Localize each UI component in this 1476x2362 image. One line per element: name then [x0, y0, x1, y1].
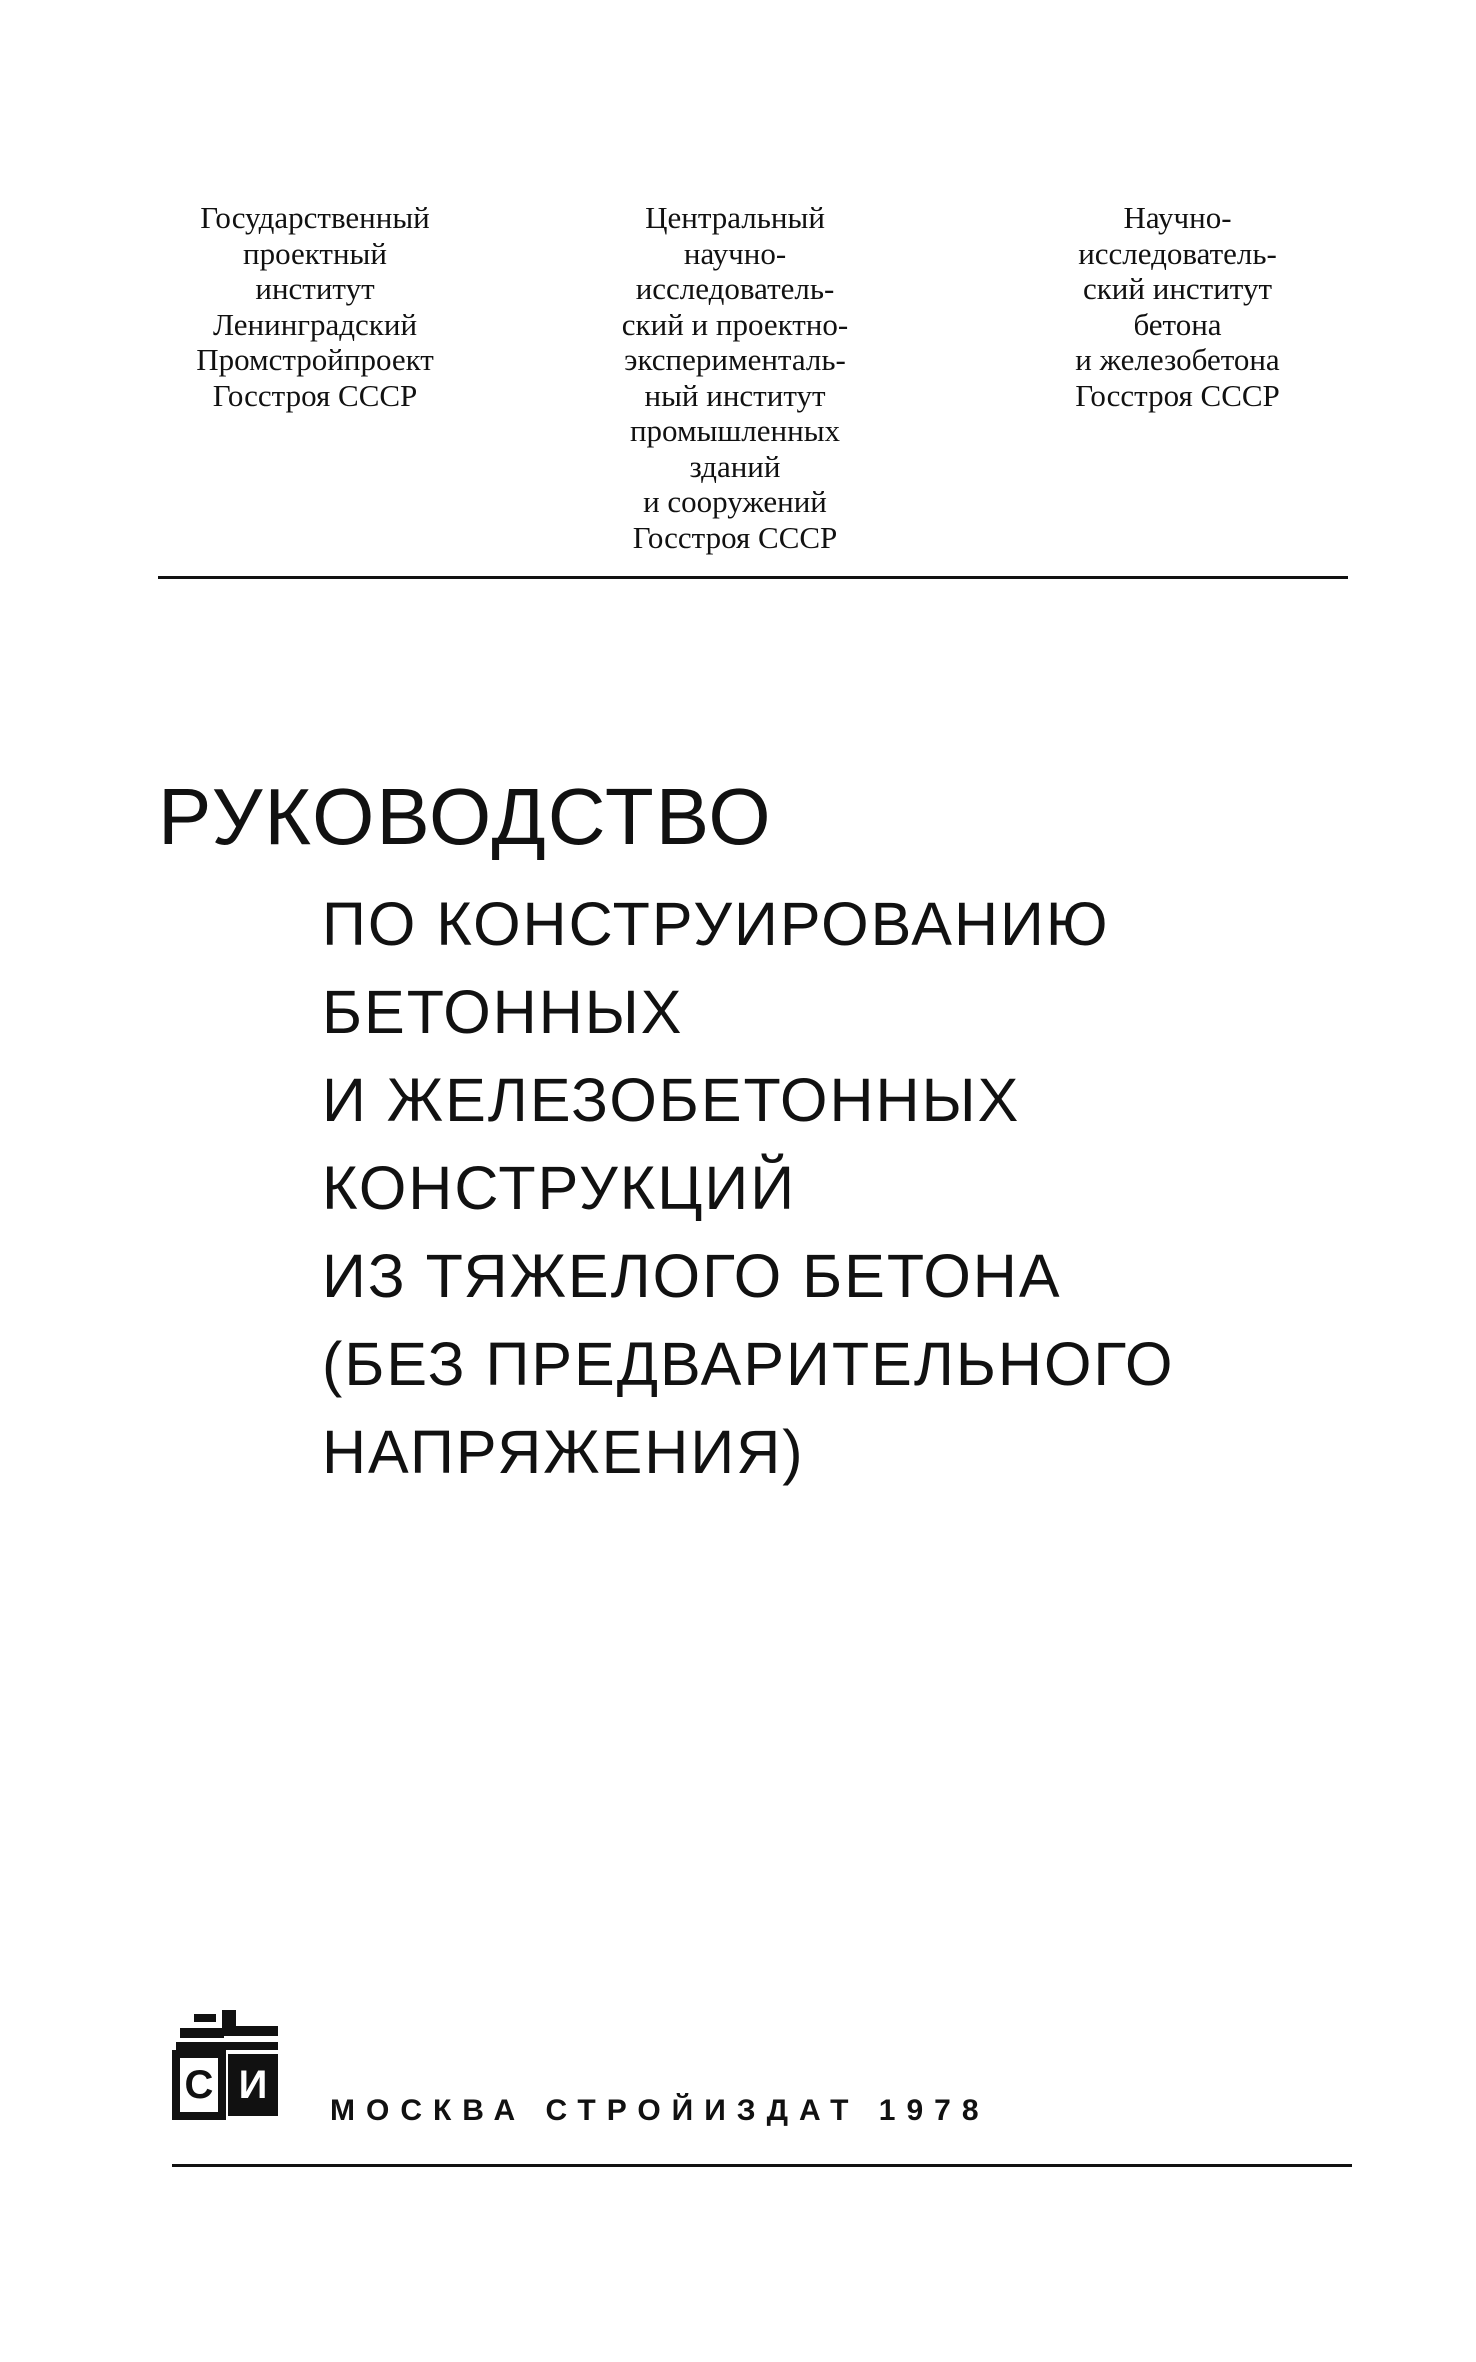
subtitle-line: КОНСТРУКЦИЙ: [322, 1154, 797, 1222]
institute-2-line: зданий: [689, 448, 781, 484]
subtitle-line: БЕТОННЫХ: [322, 978, 684, 1046]
institute-2-line: ный институт: [644, 377, 826, 413]
logo-letter-i: И: [238, 2063, 268, 2107]
institute-2-line: промышленных: [629, 413, 841, 448]
institute-1-line: Промстройпроект: [196, 342, 434, 377]
stroyizdat-logo-icon: [172, 2010, 282, 2120]
institute-3-line: бетона: [1133, 306, 1222, 342]
subtitle-line: НАПРЯЖЕНИЯ): [322, 1418, 805, 1486]
institute-3-line: исследователь-: [1078, 235, 1277, 271]
logo-letter-s: С: [184, 2063, 214, 2107]
institute-1-line: Ленинградский: [212, 306, 418, 342]
institute-3: [1015, 200, 1340, 413]
institutes-header: [150, 200, 1340, 580]
institute-3-line: и железобетона: [1075, 342, 1280, 377]
institute-3-line: ский институт: [1082, 271, 1272, 306]
institute-2-line: исследователь-: [635, 271, 835, 306]
institute-1-line: Государственный: [200, 200, 430, 235]
institute-1-line: проектный: [243, 235, 387, 271]
publisher-imprint: МОСКВА СТРОЙИЗДАТ 1978: [330, 2094, 990, 2127]
institute-3-line: Госстроя СССР: [1075, 377, 1280, 413]
institute-1: [150, 200, 480, 413]
subtitle-line: ПО КОНСТРУИРОВАНИЮ: [322, 890, 1110, 958]
institute-2-line: ский и проектно-: [621, 306, 849, 342]
institute-1-line: институт: [255, 271, 375, 306]
top-divider: [158, 576, 1348, 579]
institute-2-line: и сооружений: [643, 484, 827, 519]
institute-2-line: эксперименталь-: [624, 342, 846, 377]
institute-2-line: Госстроя СССР: [632, 519, 838, 555]
document-title: РУКОВОДСТВО: [158, 772, 773, 861]
subtitle-line: (БЕЗ ПРЕДВАРИТЕЛЬНОГО: [322, 1330, 1175, 1398]
institute-2: [560, 200, 910, 555]
subtitle-line: И ЖЕЛЕЗОБЕТОННЫХ: [322, 1066, 1021, 1134]
institute-2-line: Центральный: [645, 200, 825, 235]
institute-1-line: Госстроя СССР: [212, 377, 418, 413]
subtitle-line: ИЗ ТЯЖЕЛОГО БЕТОНА: [322, 1242, 1062, 1310]
document-subtitle: [322, 880, 1174, 1496]
bottom-divider: [172, 2164, 1352, 2167]
institute-3-line: Научно-: [1123, 200, 1232, 235]
institute-2-line: научно-: [683, 235, 787, 271]
